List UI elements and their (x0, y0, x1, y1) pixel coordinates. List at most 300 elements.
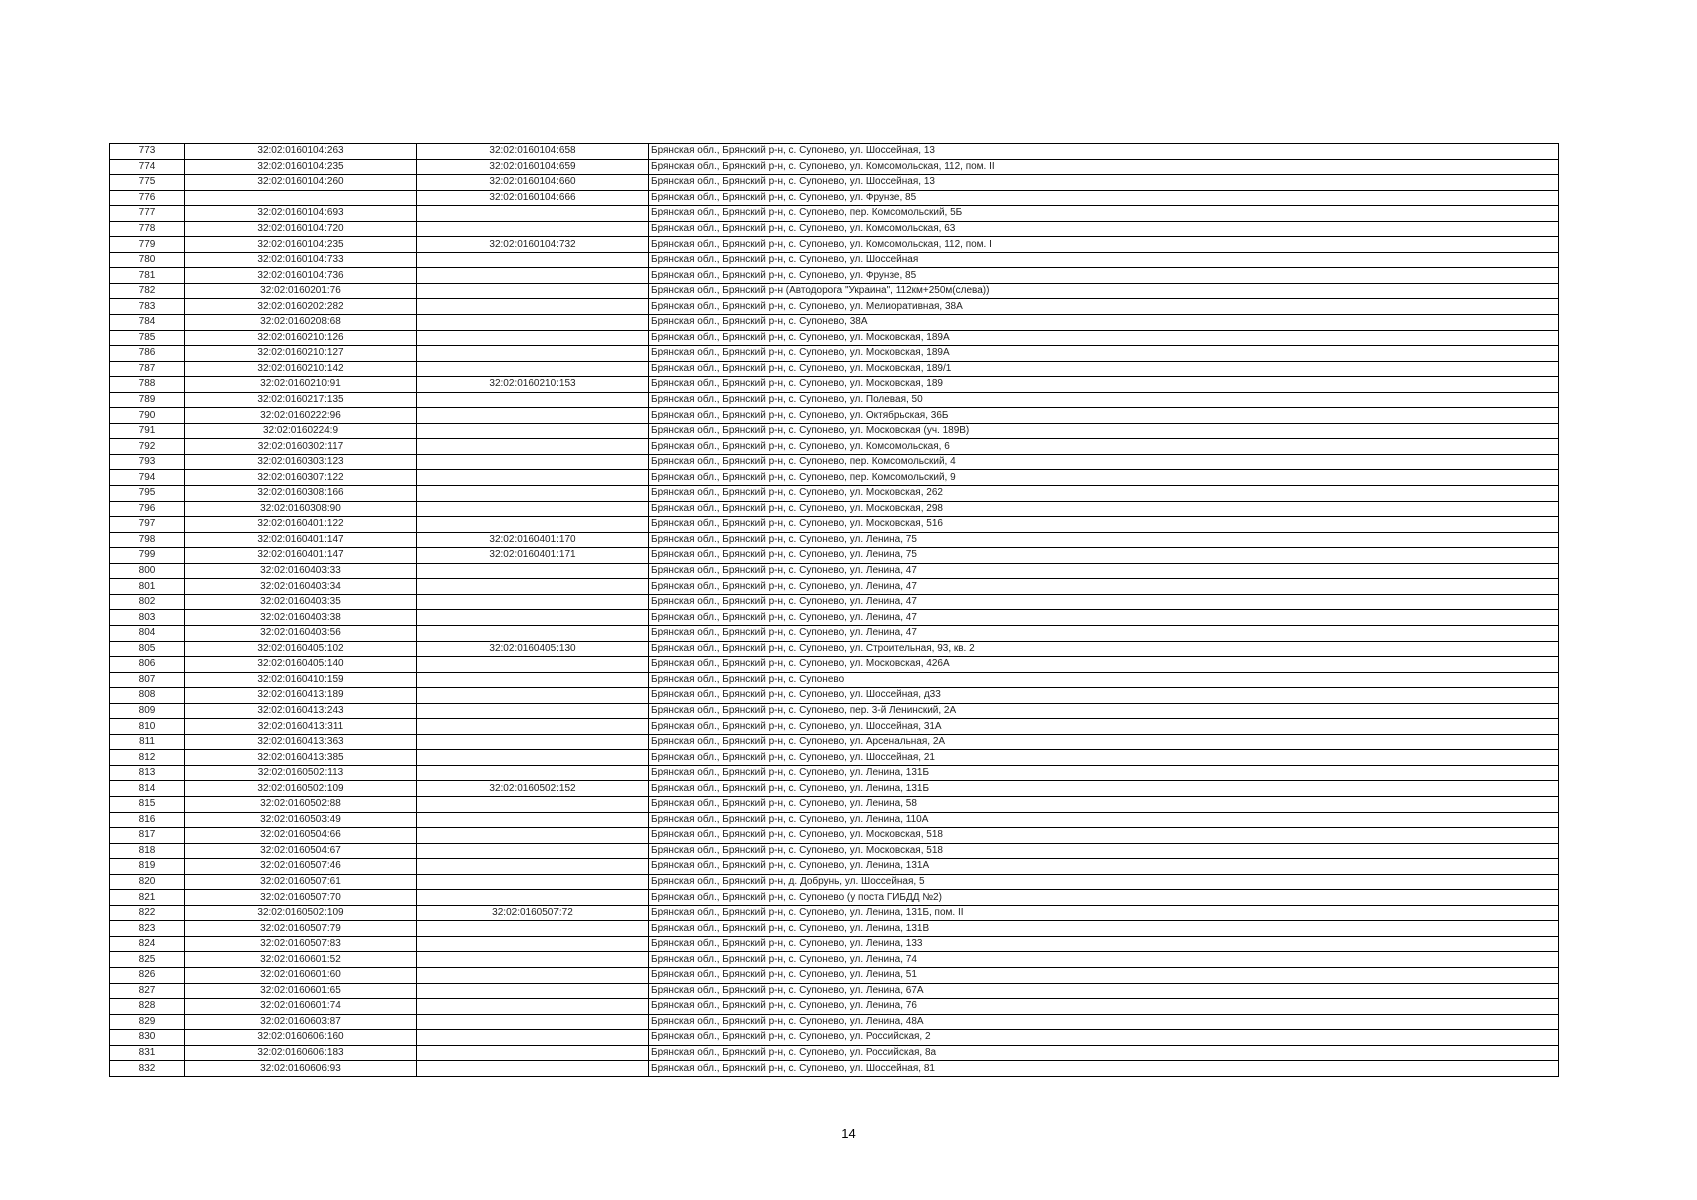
row-number-cell: 810 (110, 719, 185, 735)
address-cell: Брянская обл., Брянский р-н, с. Супонево, 38А (649, 315, 1559, 331)
table-row (110, 750, 1559, 766)
table-row (110, 423, 1559, 439)
table-row (110, 159, 1559, 175)
cadastral-number-cell: 32:02:0160308:166 (185, 486, 417, 502)
related-cadastral-number-cell (417, 890, 649, 906)
table-row (110, 283, 1559, 299)
cadastral-number-cell: 32:02:0160502:109 (185, 781, 417, 797)
cadastral-number-cell: 32:02:0160308:90 (185, 501, 417, 517)
row-number-cell: 817 (110, 828, 185, 844)
table-row (110, 315, 1559, 331)
address-cell: Брянская обл., Брянский р-н, с. Супонево, ул. Ленина, 131Б (649, 765, 1559, 781)
address-cell: Брянская обл., Брянский р-н, с. Супонево, ул. Московская, 518 (649, 843, 1559, 859)
cadastral-number-cell: 32:02:0160201:76 (185, 283, 417, 299)
row-number-cell: 773 (110, 144, 185, 160)
address-cell: Брянская обл., Брянский р-н, с. Супонево, ул. Ленина, 47 (649, 579, 1559, 595)
row-number-cell: 783 (110, 299, 185, 315)
address-cell: Брянская обл., Брянский р-н, с. Супонево, ул. Московская, 518 (649, 828, 1559, 844)
table-row (110, 796, 1559, 812)
row-number-cell: 788 (110, 377, 185, 393)
table-row (110, 144, 1559, 160)
address-cell: Брянская обл., Брянский р-н, с. Супонево, ул. Российская, 2 (649, 1030, 1559, 1046)
address-cell: Брянская обл., Брянский р-н, с. Супонево, ул. Фрунзе, 85 (649, 268, 1559, 284)
row-number-cell: 787 (110, 361, 185, 377)
table-row (110, 486, 1559, 502)
related-cadastral-number-cell (417, 688, 649, 704)
related-cadastral-number-cell (417, 330, 649, 346)
address-cell: Брянская обл., Брянский р-н, с. Супонево, ул. Ленина, 48А (649, 1014, 1559, 1030)
related-cadastral-number-cell (417, 1014, 649, 1030)
related-cadastral-number-cell (417, 657, 649, 673)
related-cadastral-number-cell (417, 999, 649, 1015)
cadastral-number-cell: 32:02:0160601:65 (185, 983, 417, 999)
cadastral-number-cell: 32:02:0160403:33 (185, 563, 417, 579)
address-cell: Брянская обл., Брянский р-н, с. Супонево, ул. Московская, 426А (649, 657, 1559, 673)
row-number-cell: 774 (110, 159, 185, 175)
related-cadastral-number-cell: 32:02:0160104:659 (417, 159, 649, 175)
address-cell: Брянская обл., Брянский р-н, с. Супонево, ул. Ленина, 75 (649, 532, 1559, 548)
address-cell: Брянская обл., Брянский р-н, с. Супонево (у поста ГИБДД №2) (649, 890, 1559, 906)
related-cadastral-number-cell (417, 952, 649, 968)
row-number-cell: 804 (110, 625, 185, 641)
cadastral-number-cell: 32:02:0160413:243 (185, 703, 417, 719)
address-cell: Брянская обл., Брянский р-н, с. Супонево, ул. Строительная, 93, кв. 2 (649, 641, 1559, 657)
table-row (110, 563, 1559, 579)
table-row (110, 610, 1559, 626)
cadastral-number-cell: 32:02:0160210:126 (185, 330, 417, 346)
related-cadastral-number-cell (417, 346, 649, 362)
related-cadastral-number-cell (417, 796, 649, 812)
cadastral-number-cell: 32:02:0160502:88 (185, 796, 417, 812)
cadastral-number-cell: 32:02:0160606:160 (185, 1030, 417, 1046)
row-number-cell: 794 (110, 470, 185, 486)
row-number-cell: 792 (110, 439, 185, 455)
row-number-cell: 800 (110, 563, 185, 579)
address-cell: Брянская обл., Брянский р-н, с. Супонево, ул. Ленина, 75 (649, 548, 1559, 564)
cadastral-number-cell: 32:02:0160413:385 (185, 750, 417, 766)
address-cell: Брянская обл., Брянский р-н, с. Супонево, ул. Ленина, 47 (649, 625, 1559, 641)
related-cadastral-number-cell (417, 874, 649, 890)
row-number-cell: 805 (110, 641, 185, 657)
table-row (110, 579, 1559, 595)
related-cadastral-number-cell (417, 501, 649, 517)
address-cell: Брянская обл., Брянский р-н, с. Супонево, ул. Московская, 189 (649, 377, 1559, 393)
row-number-cell: 784 (110, 315, 185, 331)
related-cadastral-number-cell (417, 750, 649, 766)
related-cadastral-number-cell (417, 843, 649, 859)
address-cell: Брянская обл., Брянский р-н, с. Супонево, ул. Комсомольская, 6 (649, 439, 1559, 455)
related-cadastral-number-cell: 32:02:0160104:658 (417, 144, 649, 160)
cadastral-number-cell: 32:02:0160217:135 (185, 392, 417, 408)
row-number-cell: 778 (110, 221, 185, 237)
row-number-cell: 811 (110, 734, 185, 750)
row-number-cell: 812 (110, 750, 185, 766)
cadastral-number-cell: 32:02:0160410:159 (185, 672, 417, 688)
table-row (110, 921, 1559, 937)
cadastral-number-cell: 32:02:0160507:61 (185, 874, 417, 890)
row-number-cell: 798 (110, 532, 185, 548)
cadastral-number-cell: 32:02:0160403:38 (185, 610, 417, 626)
cadastral-number-cell: 32:02:0160401:147 (185, 532, 417, 548)
related-cadastral-number-cell: 32:02:0160401:170 (417, 532, 649, 548)
address-cell: Брянская обл., Брянский р-н, с. Супонево, ул. Московская, 516 (649, 517, 1559, 533)
row-number-cell: 807 (110, 672, 185, 688)
cadastral-number-cell: 32:02:0160104:263 (185, 144, 417, 160)
related-cadastral-number-cell (417, 625, 649, 641)
address-cell: Брянская обл., Брянский р-н, с. Супонево (649, 672, 1559, 688)
related-cadastral-number-cell (417, 221, 649, 237)
related-cadastral-number-cell (417, 1045, 649, 1061)
row-number-cell: 809 (110, 703, 185, 719)
cadastral-number-cell: 32:02:0160606:93 (185, 1061, 417, 1077)
related-cadastral-number-cell: 32:02:0160104:732 (417, 237, 649, 253)
address-cell: Брянская обл., Брянский р-н, с. Супонево, ул. Ленина, 76 (649, 999, 1559, 1015)
table-row (110, 175, 1559, 191)
address-cell: Брянская обл., Брянский р-н, с. Супонево, ул. Комсомольская, 112, пом. I (649, 237, 1559, 253)
table-row (110, 408, 1559, 424)
address-cell: Брянская обл., Брянский р-н (Автодорога "Украина", 112км+250м(слева)) (649, 283, 1559, 299)
related-cadastral-number-cell (417, 594, 649, 610)
cadastral-number-cell: 32:02:0160403:56 (185, 625, 417, 641)
cadastral-number-cell: 32:02:0160606:183 (185, 1045, 417, 1061)
address-cell: Брянская обл., Брянский р-н, с. Супонево, пер. Комсомольский, 9 (649, 470, 1559, 486)
row-number-cell: 782 (110, 283, 185, 299)
table-row (110, 268, 1559, 284)
row-number-cell: 785 (110, 330, 185, 346)
table-row (110, 703, 1559, 719)
related-cadastral-number-cell (417, 812, 649, 828)
address-cell: Брянская обл., Брянский р-н, с. Супонево, ул. Шоссейная, д33 (649, 688, 1559, 704)
related-cadastral-number-cell: 32:02:0160104:660 (417, 175, 649, 191)
table-row (110, 221, 1559, 237)
related-cadastral-number-cell (417, 967, 649, 983)
related-cadastral-number-cell (417, 983, 649, 999)
related-cadastral-number-cell (417, 423, 649, 439)
address-cell: Брянская обл., Брянский р-н, с. Супонево, ул. Московская, 298 (649, 501, 1559, 517)
table-row (110, 843, 1559, 859)
cadastral-number-cell: 32:02:0160208:68 (185, 315, 417, 331)
related-cadastral-number-cell (417, 517, 649, 533)
table-row (110, 377, 1559, 393)
related-cadastral-number-cell (417, 206, 649, 222)
address-cell: Брянская обл., Брянский р-н, с. Супонево, пер. Комсомольский, 5Б (649, 206, 1559, 222)
cadastral-number-cell: 32:02:0160503:49 (185, 812, 417, 828)
table-row (110, 454, 1559, 470)
table-row (110, 734, 1559, 750)
related-cadastral-number-cell (417, 703, 649, 719)
row-number-cell: 820 (110, 874, 185, 890)
row-number-cell: 775 (110, 175, 185, 191)
table-row (110, 874, 1559, 890)
row-number-cell: 813 (110, 765, 185, 781)
table-row (110, 548, 1559, 564)
cadastral-number-cell: 32:02:0160507:46 (185, 859, 417, 875)
cadastral-number-cell: 32:02:0160401:122 (185, 517, 417, 533)
table-row (110, 952, 1559, 968)
address-cell: Брянская обл., Брянский р-н, с. Супонево, ул. Ленина, 67А (649, 983, 1559, 999)
row-number-cell: 781 (110, 268, 185, 284)
related-cadastral-number-cell (417, 1061, 649, 1077)
address-cell: Брянская обл., Брянский р-н, с. Супонево, ул. Московская (уч. 189В) (649, 423, 1559, 439)
table-body (110, 144, 1559, 1077)
row-number-cell: 791 (110, 423, 185, 439)
table-row (110, 672, 1559, 688)
row-number-cell: 819 (110, 859, 185, 875)
address-cell: Брянская обл., Брянский р-н, с. Супонево, ул. Московская, 189А (649, 330, 1559, 346)
row-number-cell: 795 (110, 486, 185, 502)
table-row (110, 781, 1559, 797)
table-row (110, 206, 1559, 222)
related-cadastral-number-cell (417, 315, 649, 331)
address-cell: Брянская обл., Брянский р-н, с. Супонево, ул. Октябрьская, 36Б (649, 408, 1559, 424)
related-cadastral-number-cell (417, 828, 649, 844)
related-cadastral-number-cell (417, 392, 649, 408)
row-number-cell: 831 (110, 1045, 185, 1061)
cadastral-number-cell: 32:02:0160302:117 (185, 439, 417, 455)
table-row (110, 967, 1559, 983)
row-number-cell: 776 (110, 190, 185, 206)
related-cadastral-number-cell (417, 672, 649, 688)
cadastral-number-cell: 32:02:0160104:720 (185, 221, 417, 237)
related-cadastral-number-cell (417, 252, 649, 268)
row-number-cell: 830 (110, 1030, 185, 1046)
cadastral-number-cell: 32:02:0160104:235 (185, 237, 417, 253)
table-row (110, 936, 1559, 952)
row-number-cell: 789 (110, 392, 185, 408)
address-cell: Брянская обл., Брянский р-н, с. Супонево, ул. Ленина, 131А (649, 859, 1559, 875)
related-cadastral-number-cell (417, 1030, 649, 1046)
cadastral-number-cell: 32:02:0160403:35 (185, 594, 417, 610)
cadastral-number-cell: 32:02:0160413:189 (185, 688, 417, 704)
address-cell: Брянская обл., Брянский р-н, с. Супонево, ул. Ленина, 47 (649, 594, 1559, 610)
row-number-cell: 797 (110, 517, 185, 533)
table-row (110, 470, 1559, 486)
cadastral-number-cell (185, 190, 417, 206)
related-cadastral-number-cell (417, 734, 649, 750)
table-row (110, 983, 1559, 999)
related-cadastral-number-cell (417, 579, 649, 595)
related-cadastral-number-cell: 32:02:0160405:130 (417, 641, 649, 657)
related-cadastral-number-cell (417, 921, 649, 937)
table-row (110, 190, 1559, 206)
cadastral-number-cell: 32:02:0160104:736 (185, 268, 417, 284)
cadastral-number-cell: 32:02:0160104:733 (185, 252, 417, 268)
related-cadastral-number-cell (417, 610, 649, 626)
address-cell: Брянская обл., Брянский р-н, с. Супонево, ул. Шоссейная, 13 (649, 175, 1559, 191)
row-number-cell: 824 (110, 936, 185, 952)
row-number-cell: 793 (110, 454, 185, 470)
related-cadastral-number-cell (417, 299, 649, 315)
row-number-cell: 823 (110, 921, 185, 937)
table-row (110, 439, 1559, 455)
table-row (110, 688, 1559, 704)
address-cell: Брянская обл., Брянский р-н, с. Супонево, ул. Московская, 262 (649, 486, 1559, 502)
related-cadastral-number-cell (417, 765, 649, 781)
row-number-cell: 827 (110, 983, 185, 999)
address-cell: Брянская обл., Брянский р-н, с. Супонево, пер. Комсомольский, 4 (649, 454, 1559, 470)
table-row (110, 641, 1559, 657)
cadastral-number-cell: 32:02:0160507:79 (185, 921, 417, 937)
cadastral-number-cell: 32:02:0160601:74 (185, 999, 417, 1015)
table-row (110, 299, 1559, 315)
table-row (110, 237, 1559, 253)
table-row (110, 859, 1559, 875)
row-number-cell: 832 (110, 1061, 185, 1077)
cadastral-number-cell: 32:02:0160405:140 (185, 657, 417, 673)
row-number-cell: 801 (110, 579, 185, 595)
table-row (110, 501, 1559, 517)
table-row (110, 890, 1559, 906)
related-cadastral-number-cell (417, 470, 649, 486)
row-number-cell: 799 (110, 548, 185, 564)
address-cell: Брянская обл., Брянский р-н, д. Добрунь, ул. Шоссейная, 5 (649, 874, 1559, 890)
address-cell: Брянская обл., Брянский р-н, с. Супонево, ул. Ленина, 74 (649, 952, 1559, 968)
address-cell: Брянская обл., Брянский р-н, с. Супонево, ул. Комсомольская, 112, пом. II (649, 159, 1559, 175)
address-cell: Брянская обл., Брянский р-н, с. Супонево, ул. Ленина, 131Б, пом. II (649, 905, 1559, 921)
related-cadastral-number-cell (417, 859, 649, 875)
table-row (110, 346, 1559, 362)
row-number-cell: 829 (110, 1014, 185, 1030)
table-row (110, 361, 1559, 377)
address-cell: Брянская обл., Брянский р-н, с. Супонево, ул. Ленина, 47 (649, 563, 1559, 579)
address-cell: Брянская обл., Брянский р-н, с. Супонево, ул. Шоссейная, 31А (649, 719, 1559, 735)
table-row (110, 999, 1559, 1015)
address-cell: Брянская обл., Брянский р-н, с. Супонево, ул. Ленина, 58 (649, 796, 1559, 812)
address-cell: Брянская обл., Брянский р-н, с. Супонево, ул. Ленина, 47 (649, 610, 1559, 626)
related-cadastral-number-cell (417, 936, 649, 952)
table-row (110, 719, 1559, 735)
row-number-cell: 808 (110, 688, 185, 704)
row-number-cell: 818 (110, 843, 185, 859)
row-number-cell: 777 (110, 206, 185, 222)
row-number-cell: 822 (110, 905, 185, 921)
related-cadastral-number-cell (417, 454, 649, 470)
table-row (110, 330, 1559, 346)
table-row (110, 1061, 1559, 1077)
row-number-cell: 806 (110, 657, 185, 673)
cadastral-number-cell: 32:02:0160307:122 (185, 470, 417, 486)
address-cell: Брянская обл., Брянский р-н, с. Супонево, ул. Ленина, 133 (649, 936, 1559, 952)
address-cell: Брянская обл., Брянский р-н, с. Супонево, ул. Ленина, 131В (649, 921, 1559, 937)
table-row (110, 1014, 1559, 1030)
row-number-cell: 779 (110, 237, 185, 253)
address-cell: Брянская обл., Брянский р-н, с. Супонево, пер. 3-й Ленинский, 2А (649, 703, 1559, 719)
table-row (110, 517, 1559, 533)
related-cadastral-number-cell (417, 486, 649, 502)
related-cadastral-number-cell (417, 439, 649, 455)
address-cell: Брянская обл., Брянский р-н, с. Супонево, ул. Шоссейная, 13 (649, 144, 1559, 160)
related-cadastral-number-cell (417, 408, 649, 424)
related-cadastral-number-cell (417, 563, 649, 579)
related-cadastral-number-cell: 32:02:0160502:152 (417, 781, 649, 797)
cadastral-number-cell: 32:02:0160507:83 (185, 936, 417, 952)
related-cadastral-number-cell (417, 268, 649, 284)
cadastral-number-cell: 32:02:0160104:693 (185, 206, 417, 222)
address-cell: Брянская обл., Брянский р-н, с. Супонево, ул. Шоссейная, 81 (649, 1061, 1559, 1077)
cadastral-number-cell: 32:02:0160303:123 (185, 454, 417, 470)
address-cell: Брянская обл., Брянский р-н, с. Супонево, ул. Московская, 189/1 (649, 361, 1559, 377)
address-cell: Брянская обл., Брянский р-н, с. Супонево, ул. Фрунзе, 85 (649, 190, 1559, 206)
address-cell: Брянская обл., Брянский р-н, с. Супонево, ул. Ленина, 51 (649, 967, 1559, 983)
address-cell: Брянская обл., Брянский р-н, с. Супонево, ул. Комсомольская, 63 (649, 221, 1559, 237)
related-cadastral-number-cell (417, 719, 649, 735)
table-row (110, 812, 1559, 828)
row-number-cell: 816 (110, 812, 185, 828)
cadastral-number-cell: 32:02:0160224:9 (185, 423, 417, 439)
table-row (110, 1030, 1559, 1046)
address-cell: Брянская обл., Брянский р-н, с. Супонево, ул. Российская, 8а (649, 1045, 1559, 1061)
table-row (110, 765, 1559, 781)
row-number-cell: 828 (110, 999, 185, 1015)
page-number: 14 (841, 1126, 856, 1141)
cadastral-number-cell: 32:02:0160104:260 (185, 175, 417, 191)
address-cell: Брянская обл., Брянский р-н, с. Супонево, ул. Шоссейная (649, 252, 1559, 268)
cadastral-number-cell: 32:02:0160210:142 (185, 361, 417, 377)
cadastral-number-cell: 32:02:0160104:235 (185, 159, 417, 175)
table-row (110, 252, 1559, 268)
address-cell: Брянская обл., Брянский р-н, с. Супонево, ул. Ленина, 110А (649, 812, 1559, 828)
cadastral-number-cell: 32:02:0160413:311 (185, 719, 417, 735)
cadastral-number-cell: 32:02:0160502:109 (185, 905, 417, 921)
address-cell: Брянская обл., Брянский р-н, с. Супонево, ул. Московская, 189А (649, 346, 1559, 362)
related-cadastral-number-cell: 32:02:0160104:666 (417, 190, 649, 206)
row-number-cell: 780 (110, 252, 185, 268)
cadastral-number-cell: 32:02:0160210:91 (185, 377, 417, 393)
related-cadastral-number-cell: 32:02:0160507:72 (417, 905, 649, 921)
cadastral-number-cell: 32:02:0160210:127 (185, 346, 417, 362)
cadastral-number-cell: 32:02:0160504:67 (185, 843, 417, 859)
cadastral-number-cell: 32:02:0160603:87 (185, 1014, 417, 1030)
address-cell: Брянская обл., Брянский р-н, с. Супонево, ул. Шоссейная, 21 (649, 750, 1559, 766)
table-row (110, 532, 1559, 548)
row-number-cell: 814 (110, 781, 185, 797)
row-number-cell: 786 (110, 346, 185, 362)
row-number-cell: 802 (110, 594, 185, 610)
row-number-cell: 826 (110, 967, 185, 983)
row-number-cell: 803 (110, 610, 185, 626)
address-cell: Брянская обл., Брянский р-н, с. Супонево, ул. Арсенальная, 2А (649, 734, 1559, 750)
table-row (110, 594, 1559, 610)
table-row (110, 392, 1559, 408)
table-row (110, 905, 1559, 921)
cadastral-number-cell: 32:02:0160403:34 (185, 579, 417, 595)
cadastral-number-cell: 32:02:0160202:282 (185, 299, 417, 315)
table-row (110, 625, 1559, 641)
related-cadastral-number-cell: 32:02:0160210:153 (417, 377, 649, 393)
cadastral-number-cell: 32:02:0160601:52 (185, 952, 417, 968)
row-number-cell: 821 (110, 890, 185, 906)
related-cadastral-number-cell (417, 283, 649, 299)
cadastral-number-cell: 32:02:0160222:96 (185, 408, 417, 424)
cadastral-number-cell: 32:02:0160601:60 (185, 967, 417, 983)
row-number-cell: 815 (110, 796, 185, 812)
address-cell: Брянская обл., Брянский р-н, с. Супонево, ул. Ленина, 131Б (649, 781, 1559, 797)
cadastral-number-cell: 32:02:0160401:147 (185, 548, 417, 564)
table-row (110, 1045, 1559, 1061)
cadastral-number-cell: 32:02:0160413:363 (185, 734, 417, 750)
address-cell: Брянская обл., Брянский р-н, с. Супонево, ул. Полевая, 50 (649, 392, 1559, 408)
row-number-cell: 796 (110, 501, 185, 517)
document-table (109, 143, 1559, 1077)
row-number-cell: 825 (110, 952, 185, 968)
table-row (110, 828, 1559, 844)
related-cadastral-number-cell: 32:02:0160401:171 (417, 548, 649, 564)
cadastral-number-cell: 32:02:0160405:102 (185, 641, 417, 657)
cadastral-number-cell: 32:02:0160504:66 (185, 828, 417, 844)
cadastral-number-cell: 32:02:0160502:113 (185, 765, 417, 781)
table-row (110, 657, 1559, 673)
address-cell: Брянская обл., Брянский р-н, с. Супонево, ул. Мелиоративная, 38А (649, 299, 1559, 315)
